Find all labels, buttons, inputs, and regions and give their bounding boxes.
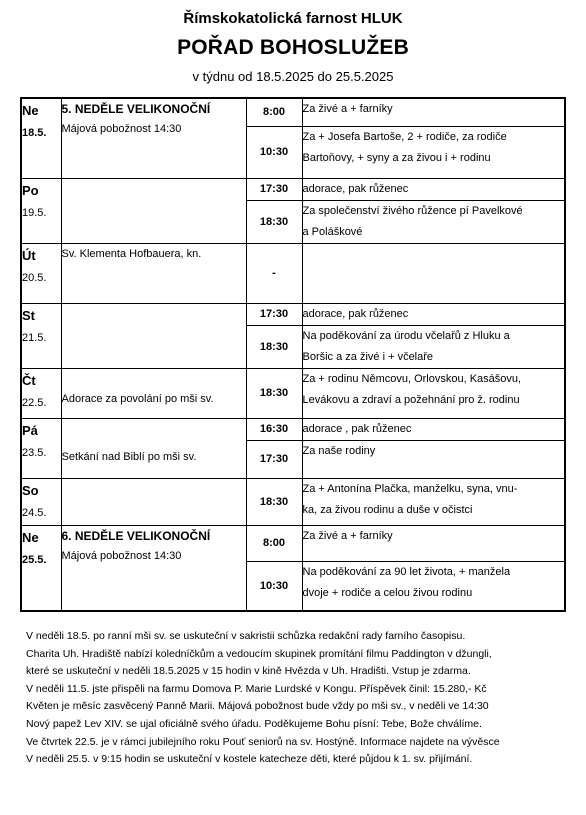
mass-time: 18:30	[246, 478, 302, 525]
announcement-line: V neděli 18.5. po ranní mši sv. se uskuteční v sakristii schůzka redakční rady farního časopisu.	[26, 630, 466, 642]
schedule-row	[21, 525, 565, 561]
intention-line: dvoje + rodiče a celou živou rodinu	[302, 586, 473, 599]
mass-intention	[302, 243, 565, 303]
mass-intention	[302, 418, 565, 440]
mass-intention	[302, 303, 565, 325]
day-description	[61, 98, 246, 178]
day-cell	[21, 303, 61, 368]
intention-line: adorace, pak růženec	[302, 182, 409, 195]
day-abbr: St	[22, 307, 35, 323]
intention-line: Za společenství živého růžence pí Pavelkové	[302, 204, 523, 217]
day-abbr: Út	[22, 247, 36, 263]
intention-line: a Poláškové	[302, 225, 363, 238]
announcements	[26, 628, 560, 769]
page-title: POŘAD BOHOSLUŽEB	[177, 36, 409, 59]
mass-time: 17:30	[246, 440, 302, 478]
day-abbr: Pá	[22, 422, 38, 438]
schedule-table	[20, 97, 566, 612]
mass-time: 8:00	[246, 98, 302, 126]
mass-intention	[302, 368, 565, 418]
day-abbr: Ne	[22, 103, 39, 118]
day-cell	[21, 525, 61, 611]
feast-title: 5. NEDĚLE VELIKONOČNÍ	[61, 102, 211, 116]
day-date: 20.5.	[22, 271, 47, 284]
mass-time: 18:30	[246, 200, 302, 243]
mass-time: 10:30	[246, 561, 302, 611]
day-date: 25.5.	[22, 553, 47, 566]
mass-time: 16:30	[246, 418, 302, 440]
schedule-row	[21, 478, 565, 525]
day-date: 19.5.	[22, 206, 47, 219]
intention-line: Bartoňovy, + syny a za živou i + rodinu	[302, 151, 491, 164]
mass-intention	[302, 178, 565, 200]
day-date: 21.5.	[22, 331, 47, 344]
announcement-line: Charita Uh. Hradiště nabízí koledníčkům a vedoucím skupinek promítání filmu Paddington v džungli,	[26, 647, 492, 660]
day-description	[61, 418, 246, 478]
day-date: 24.5.	[22, 506, 47, 519]
mass-intention	[302, 200, 565, 243]
feast-title: 6. NEDĚLE VELIKONOČNÍ	[61, 528, 211, 543]
announcement-line: V neděli 11.5. jste přispěli na farmu Domova P. Marie Lurdské v Kongu. Příspěvek činil: 15.280,- Kč	[26, 682, 487, 695]
day-description	[61, 178, 246, 243]
mass-time: 10:30	[246, 126, 302, 178]
day-note: Májová pobožnost 14:30	[61, 123, 182, 135]
day-note: Sv. Klementa Hofbauera, kn.	[61, 247, 202, 260]
day-date: 18.5.	[22, 127, 47, 139]
mass-time: 18:30	[246, 368, 302, 418]
day-description	[61, 243, 246, 303]
day-description	[61, 303, 246, 368]
week-range: v týdnu od 18.5.2025 do 25.5.2025	[192, 69, 394, 84]
mass-intention	[302, 325, 565, 368]
intention-line: adorace , pak růženec	[302, 422, 412, 435]
day-cell	[21, 98, 61, 178]
parish-name: Římskokatolická farnost HLUK	[183, 10, 403, 27]
intention-line: Za živé a + farníky	[302, 103, 393, 115]
schedule-row	[21, 303, 565, 325]
day-cell	[21, 178, 61, 243]
day-description	[61, 525, 246, 611]
day-description	[61, 478, 246, 525]
mass-time: 17:30	[246, 178, 302, 200]
intention-line: Na poděkování za 90 let života, + manžela	[302, 565, 511, 578]
mass-intention	[302, 561, 565, 611]
mass-time: 8:00	[246, 525, 302, 561]
day-note: Adorace za povolání po mši sv.	[61, 392, 214, 405]
day-cell	[21, 418, 61, 478]
day-note: Setkání nad Biblí po mši sv.	[61, 450, 197, 463]
day-date: 23.5.	[22, 446, 47, 459]
day-abbr: Čt	[22, 372, 36, 388]
day-cell	[21, 368, 61, 418]
announcement-line: Květen je měsíc zasvěcený Panně Marii. Májová pobožnost bude vždy po mši sv., v neděli ve 14:30	[26, 700, 489, 713]
day-abbr: Ne	[22, 529, 39, 545]
intention-line: Na poděkování za úrodu včelařů z Hluku a	[302, 329, 510, 342]
announcement-line: Nový papež Lev XIV. se ujal oficiálně svého úřadu. Poděkujeme Bohu písní: Tebe, Bože chválíme.	[26, 717, 482, 730]
mass-intention	[302, 525, 565, 561]
mass-time: 18:30	[246, 325, 302, 368]
intention-line: Levákovu a zdraví a požehnání pro ž. rodinu	[302, 393, 520, 406]
intention-line: Za + Antonína Plačka, manželku, syna, vnu-	[302, 482, 518, 495]
mass-time: -	[246, 243, 302, 303]
announcement-line: V neděli 25.5. v 9:15 hodin se uskuteční v kostele katecheze děti, které půjdou k 1. sv. přijímání.	[26, 753, 473, 766]
day-cell	[21, 478, 61, 525]
mass-intention	[302, 440, 565, 478]
day-date: 22.5.	[22, 396, 47, 409]
mass-time: 17:30	[246, 303, 302, 325]
day-note: Májová pobožnost 14:30	[61, 549, 182, 562]
intention-line: ka, za živou rodinu a duše v očistci	[302, 503, 473, 516]
intention-line: Boršic a za živé i + včelaře	[302, 350, 434, 363]
day-abbr: Po	[22, 182, 39, 198]
mass-intention	[302, 478, 565, 525]
schedule-row	[21, 243, 565, 303]
schedule-row	[21, 368, 565, 418]
intention-line: Za naše rodiny	[302, 444, 376, 457]
schedule-row	[21, 98, 565, 126]
intention-line: adorace, pak růženec	[302, 307, 409, 320]
intention-line: Za + rodinu Němcovu, Orlovskou, Kasášovu,	[302, 372, 522, 385]
intention-line: Za + Josefa Bartoše, 2 + rodiče, za rodiče	[302, 130, 507, 143]
mass-intention	[302, 126, 565, 178]
day-description	[61, 368, 246, 418]
intention-line: Za živé a + farníky	[302, 529, 393, 542]
day-cell	[21, 243, 61, 303]
announcement-line: Ve čtvrtek 22.5. je v rámci jubilejního roku Pouť seniorů na sv. Hostýně. Informace najdete na vývěsce	[26, 735, 500, 748]
schedule-row	[21, 418, 565, 440]
announcement-line: které se uskuteční v neděli 18.5.2025 v 15 hodin v kině Hvězda v Uh. Hradišti. Vstup je zdarma.	[26, 665, 471, 678]
schedule-row	[21, 178, 565, 200]
mass-intention	[302, 98, 565, 126]
day-abbr: So	[22, 482, 39, 498]
